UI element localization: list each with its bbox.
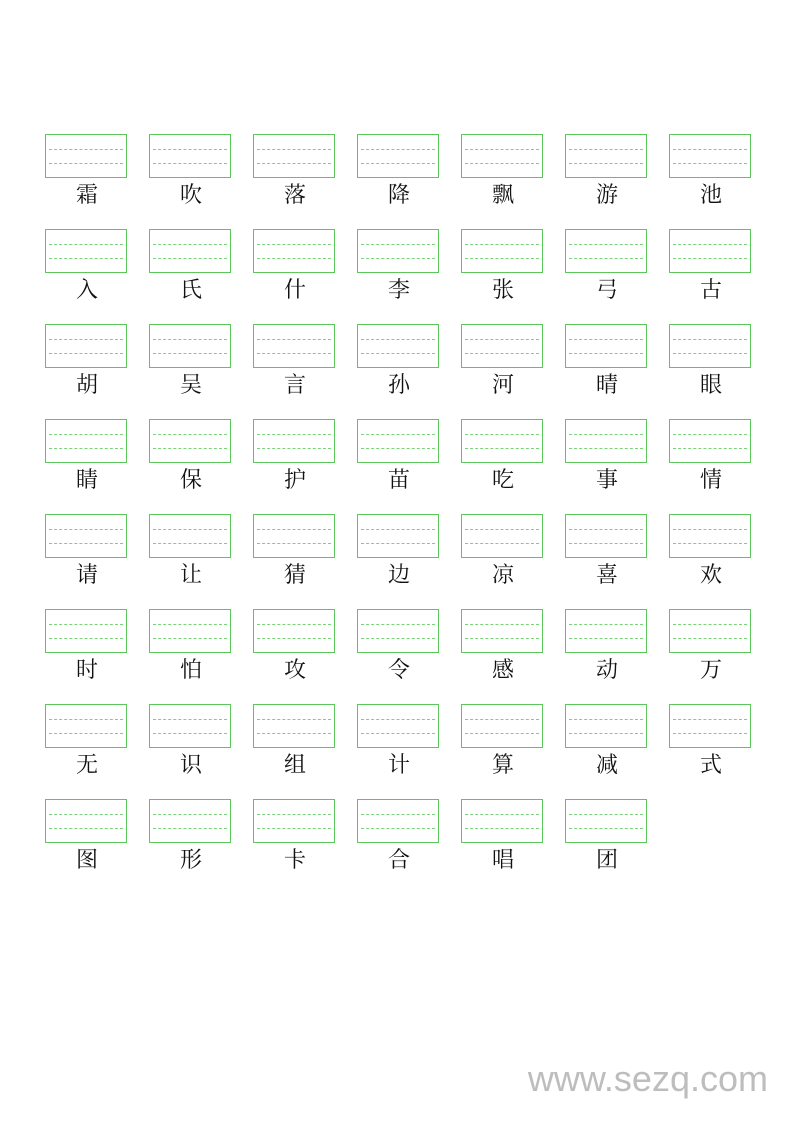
guide-line: [465, 149, 539, 150]
character-cell: [148, 133, 252, 228]
chinese-character: 团: [595, 848, 618, 873]
pinyin-writing-box[interactable]: [669, 229, 751, 273]
guide-line: [361, 149, 435, 150]
guide-line: [257, 163, 331, 164]
grid-row: [44, 418, 756, 513]
pinyin-writing-box[interactable]: [461, 799, 543, 843]
chinese-character: 言: [283, 373, 306, 398]
grid-row: [44, 703, 756, 798]
guide-line: [257, 244, 331, 245]
chinese-character: 怕: [179, 658, 202, 683]
pinyin-writing-box[interactable]: [565, 704, 647, 748]
guide-line: [673, 624, 747, 625]
chinese-character: 晴: [595, 373, 618, 398]
pinyin-writing-box[interactable]: [45, 229, 127, 273]
character-cell: [44, 133, 148, 228]
chinese-character: 孙: [387, 373, 410, 398]
guide-line: [153, 828, 227, 829]
pinyin-writing-box[interactable]: [253, 134, 335, 178]
chinese-character: 边: [387, 563, 410, 588]
chinese-character: 张: [491, 278, 514, 303]
guide-line: [153, 149, 227, 150]
pinyin-writing-box[interactable]: [357, 609, 439, 653]
guide-line: [465, 543, 539, 544]
pinyin-writing-box[interactable]: [669, 324, 751, 368]
pinyin-writing-box[interactable]: [669, 514, 751, 558]
guide-line: [465, 828, 539, 829]
guide-line: [569, 434, 643, 435]
character-cell: [564, 323, 668, 418]
guide-line: [569, 244, 643, 245]
guide-line: [673, 244, 747, 245]
guide-line: [49, 638, 123, 639]
pinyin-writing-box[interactable]: [461, 229, 543, 273]
guide-line: [49, 814, 123, 815]
character-cell: [668, 133, 772, 228]
guide-line: [465, 529, 539, 530]
pinyin-writing-box[interactable]: [149, 419, 231, 463]
chinese-character: 睛: [75, 468, 98, 493]
grid-row: [44, 798, 756, 893]
chinese-character: 时: [75, 658, 98, 683]
pinyin-writing-box[interactable]: [565, 134, 647, 178]
chinese-character: 眼: [699, 373, 722, 398]
chinese-character: 令: [387, 658, 410, 683]
guide-line: [569, 529, 643, 530]
guide-line: [569, 733, 643, 734]
guide-line: [569, 719, 643, 720]
guide-line: [673, 258, 747, 259]
chinese-character: 计: [387, 753, 410, 778]
pinyin-writing-box[interactable]: [253, 324, 335, 368]
guide-line: [465, 719, 539, 720]
pinyin-writing-box[interactable]: [253, 609, 335, 653]
chinese-character: 吃: [491, 468, 514, 493]
grid-row: [44, 323, 756, 418]
pinyin-writing-box[interactable]: [149, 704, 231, 748]
chinese-character: 飘: [491, 183, 514, 208]
grid-row: [44, 228, 756, 323]
guide-line: [673, 339, 747, 340]
guide-line: [49, 163, 123, 164]
guide-line: [465, 244, 539, 245]
character-cell: [668, 703, 772, 798]
guide-line: [569, 543, 643, 544]
guide-line: [361, 733, 435, 734]
chinese-character: 攻: [283, 658, 306, 683]
pinyin-writing-box[interactable]: [461, 704, 543, 748]
pinyin-writing-box[interactable]: [565, 419, 647, 463]
character-cell: [148, 323, 252, 418]
guide-line: [257, 733, 331, 734]
guide-line: [361, 814, 435, 815]
character-cell: [564, 608, 668, 703]
chinese-character: 无: [75, 753, 98, 778]
guide-line: [257, 624, 331, 625]
character-cell: [564, 228, 668, 323]
guide-line: [49, 258, 123, 259]
site-watermark: www.sezq.com: [527, 1058, 768, 1099]
character-cell: [252, 513, 356, 608]
pinyin-writing-box[interactable]: [357, 799, 439, 843]
guide-line: [569, 814, 643, 815]
pinyin-writing-box[interactable]: [357, 229, 439, 273]
chinese-character: 氏: [179, 278, 202, 303]
chinese-character: 请: [75, 563, 98, 588]
pinyin-writing-box[interactable]: [669, 609, 751, 653]
guide-line: [153, 733, 227, 734]
guide-line: [465, 434, 539, 435]
guide-line: [153, 163, 227, 164]
grid-row: [44, 608, 756, 703]
pinyin-writing-box[interactable]: [149, 134, 231, 178]
chinese-character: 感: [491, 658, 514, 683]
character-cell: [148, 798, 252, 893]
pinyin-writing-box[interactable]: [45, 324, 127, 368]
character-cell: [252, 323, 356, 418]
guide-line: [673, 543, 747, 544]
character-cell: [668, 418, 772, 513]
guide-line: [257, 638, 331, 639]
chinese-character: 万: [699, 658, 722, 683]
character-cell: [356, 798, 460, 893]
character-cell: [356, 323, 460, 418]
guide-line: [673, 448, 747, 449]
character-cell: [564, 798, 668, 893]
guide-line: [49, 624, 123, 625]
character-cell: [356, 418, 460, 513]
guide-line: [153, 814, 227, 815]
character-cell: [44, 513, 148, 608]
chinese-character: 欢: [699, 563, 722, 588]
guide-line: [569, 624, 643, 625]
guide-line: [49, 719, 123, 720]
guide-line: [569, 149, 643, 150]
pinyin-writing-box[interactable]: [45, 704, 127, 748]
guide-line: [153, 638, 227, 639]
character-cell: [44, 418, 148, 513]
pinyin-writing-box[interactable]: [149, 514, 231, 558]
character-cell: [668, 323, 772, 418]
pinyin-writing-box[interactable]: [461, 514, 543, 558]
chinese-character: 算: [491, 753, 514, 778]
chinese-character: 降: [387, 183, 410, 208]
pinyin-writing-box[interactable]: [253, 514, 335, 558]
chinese-character: 什: [283, 278, 306, 303]
character-cell: [460, 703, 564, 798]
guide-line: [153, 339, 227, 340]
chinese-character: 情: [699, 468, 722, 493]
guide-line: [153, 719, 227, 720]
guide-line: [153, 529, 227, 530]
guide-line: [361, 543, 435, 544]
guide-line: [361, 353, 435, 354]
guide-line: [465, 624, 539, 625]
character-cell: [252, 133, 356, 228]
chinese-character: 识: [179, 753, 202, 778]
chinese-character: 唱: [491, 848, 514, 873]
pinyin-writing-box[interactable]: [357, 419, 439, 463]
guide-line: [257, 448, 331, 449]
pinyin-writing-box[interactable]: [565, 799, 647, 843]
chinese-character: 事: [595, 468, 618, 493]
character-cell: [356, 703, 460, 798]
chinese-character: 减: [595, 753, 618, 778]
guide-line: [49, 529, 123, 530]
guide-line: [361, 448, 435, 449]
chinese-character: 入: [75, 278, 98, 303]
chinese-character: 动: [595, 658, 618, 683]
pinyin-writing-box[interactable]: [669, 704, 751, 748]
guide-line: [153, 434, 227, 435]
chinese-character: 保: [179, 468, 202, 493]
guide-line: [673, 163, 747, 164]
guide-line: [257, 149, 331, 150]
guide-line: [257, 529, 331, 530]
guide-line: [361, 624, 435, 625]
guide-line: [569, 353, 643, 354]
chinese-character: 合: [387, 848, 410, 873]
guide-line: [465, 733, 539, 734]
guide-line: [569, 339, 643, 340]
character-cell: [460, 418, 564, 513]
character-cell: [460, 133, 564, 228]
chinese-character: 古: [699, 278, 722, 303]
character-cell: [356, 228, 460, 323]
character-cell: [668, 608, 772, 703]
guide-line: [257, 339, 331, 340]
pinyin-writing-box[interactable]: [45, 799, 127, 843]
pinyin-writing-box[interactable]: [461, 134, 543, 178]
guide-line: [569, 163, 643, 164]
character-cell: [356, 608, 460, 703]
pinyin-writing-box[interactable]: [669, 419, 751, 463]
character-cell: [252, 228, 356, 323]
guide-line: [673, 638, 747, 639]
guide-line: [153, 244, 227, 245]
guide-line: [361, 434, 435, 435]
guide-line: [49, 733, 123, 734]
guide-line: [153, 543, 227, 544]
pinyin-writing-box[interactable]: [45, 419, 127, 463]
character-cell: [460, 798, 564, 893]
chinese-character: 池: [699, 183, 722, 208]
pinyin-writing-box[interactable]: [253, 229, 335, 273]
chinese-character: 凉: [491, 563, 514, 588]
chinese-character: 苗: [387, 468, 410, 493]
pinyin-writing-box[interactable]: [669, 134, 751, 178]
guide-line: [257, 258, 331, 259]
guide-line: [49, 149, 123, 150]
chinese-character: 李: [387, 278, 410, 303]
pinyin-writing-box[interactable]: [253, 799, 335, 843]
pinyin-writing-box[interactable]: [461, 419, 543, 463]
pinyin-writing-box[interactable]: [461, 609, 543, 653]
pinyin-writing-box[interactable]: [45, 609, 127, 653]
chinese-character: 弓: [595, 278, 618, 303]
guide-line: [465, 163, 539, 164]
pinyin-writing-box[interactable]: [565, 609, 647, 653]
guide-line: [361, 719, 435, 720]
pinyin-writing-box[interactable]: [149, 324, 231, 368]
guide-line: [257, 719, 331, 720]
chinese-character: 让: [179, 563, 202, 588]
character-cell: [460, 513, 564, 608]
guide-line: [257, 543, 331, 544]
guide-line: [465, 448, 539, 449]
character-cell: [564, 133, 668, 228]
chinese-character: 喜: [595, 563, 618, 588]
guide-line: [153, 448, 227, 449]
guide-line: [49, 353, 123, 354]
chinese-character: 霜: [75, 183, 98, 208]
chinese-character: 落: [283, 183, 306, 208]
guide-line: [673, 529, 747, 530]
pinyin-writing-box[interactable]: [149, 799, 231, 843]
guide-line: [49, 543, 123, 544]
grid-row: [44, 133, 756, 228]
guide-line: [569, 638, 643, 639]
pinyin-grid: [44, 133, 756, 893]
character-cell: [356, 513, 460, 608]
pinyin-writing-box[interactable]: [565, 324, 647, 368]
guide-line: [361, 638, 435, 639]
character-cell: [564, 418, 668, 513]
guide-line: [465, 353, 539, 354]
guide-line: [257, 828, 331, 829]
chinese-character: 吹: [179, 183, 202, 208]
character-cell: [460, 608, 564, 703]
character-cell: [148, 228, 252, 323]
pinyin-writing-box[interactable]: [461, 324, 543, 368]
guide-line: [49, 434, 123, 435]
character-cell: [252, 798, 356, 893]
pinyin-writing-box[interactable]: [45, 514, 127, 558]
pinyin-writing-box[interactable]: [253, 704, 335, 748]
character-cell: [148, 703, 252, 798]
chinese-character: 吴: [179, 373, 202, 398]
guide-line: [361, 258, 435, 259]
chinese-character: 胡: [75, 373, 98, 398]
grid-row: [44, 513, 756, 608]
guide-line: [569, 258, 643, 259]
guide-line: [49, 244, 123, 245]
character-cell: [564, 513, 668, 608]
chinese-character: 猜: [283, 563, 306, 588]
guide-line: [465, 339, 539, 340]
character-cell: [252, 703, 356, 798]
character-cell: [44, 703, 148, 798]
guide-line: [673, 353, 747, 354]
guide-line: [257, 434, 331, 435]
character-cell: [356, 133, 460, 228]
guide-line: [49, 828, 123, 829]
character-cell: [44, 798, 148, 893]
character-cell: [460, 228, 564, 323]
guide-line: [465, 258, 539, 259]
guide-line: [49, 339, 123, 340]
guide-line: [361, 828, 435, 829]
guide-line: [361, 244, 435, 245]
pinyin-writing-box[interactable]: [45, 134, 127, 178]
character-cell: [668, 228, 772, 323]
guide-line: [569, 448, 643, 449]
guide-line: [465, 638, 539, 639]
guide-line: [673, 149, 747, 150]
guide-line: [153, 258, 227, 259]
guide-line: [153, 624, 227, 625]
pinyin-writing-box[interactable]: [253, 419, 335, 463]
guide-line: [257, 814, 331, 815]
pinyin-writing-box[interactable]: [357, 134, 439, 178]
guide-line: [361, 339, 435, 340]
pinyin-writing-box[interactable]: [565, 229, 647, 273]
character-cell: [148, 418, 252, 513]
pinyin-writing-box[interactable]: [357, 704, 439, 748]
character-cell: [252, 608, 356, 703]
character-cell: [668, 513, 772, 608]
guide-line: [673, 719, 747, 720]
pinyin-writing-box[interactable]: [565, 514, 647, 558]
pinyin-writing-box[interactable]: [149, 609, 231, 653]
chinese-character: 卡: [283, 848, 306, 873]
chinese-character: 式: [699, 753, 722, 778]
character-cell: [148, 513, 252, 608]
chinese-character: 组: [283, 753, 306, 778]
chinese-character: 护: [283, 468, 306, 493]
chinese-character: 图: [75, 848, 98, 873]
character-cell: [44, 323, 148, 418]
guide-line: [49, 448, 123, 449]
chinese-character: 形: [179, 848, 202, 873]
guide-line: [673, 733, 747, 734]
character-cell: [564, 703, 668, 798]
character-cell: [252, 418, 356, 513]
guide-line: [257, 353, 331, 354]
character-cell: [44, 608, 148, 703]
chinese-character: 河: [491, 373, 514, 398]
guide-line: [465, 814, 539, 815]
chinese-character: 游: [595, 183, 618, 208]
guide-line: [361, 529, 435, 530]
pinyin-writing-box[interactable]: [149, 229, 231, 273]
guide-line: [673, 434, 747, 435]
pinyin-writing-box[interactable]: [357, 324, 439, 368]
guide-line: [361, 163, 435, 164]
guide-line: [153, 353, 227, 354]
character-cell: [460, 323, 564, 418]
guide-line: [569, 828, 643, 829]
pinyin-writing-box[interactable]: [357, 514, 439, 558]
character-cell: [44, 228, 148, 323]
character-cell: [148, 608, 252, 703]
